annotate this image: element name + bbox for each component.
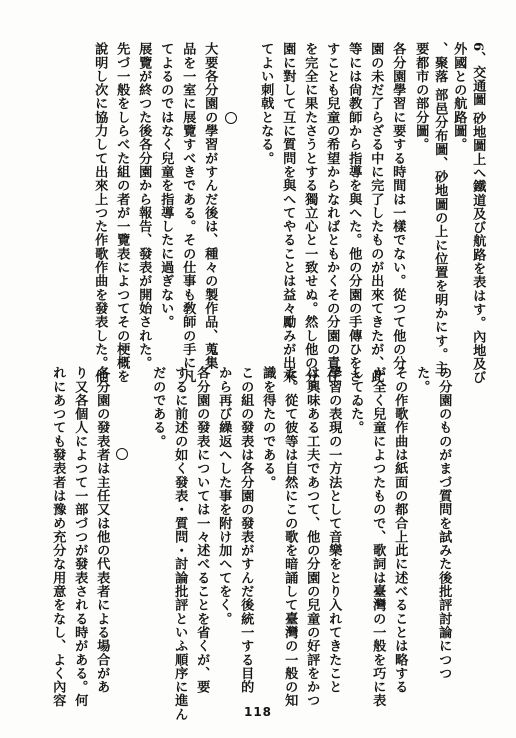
text-column: 先づ一般をしらべた組の者が一覽表によつてその梗概を	[114, 42, 130, 384]
section-circle-mark	[116, 448, 128, 460]
text-column: 園の未だ了らざる中に完了したものが出來てきたが、此	[368, 42, 384, 384]
text-column: は興味ある工夫であつて、他の分園の兒童の好評をかつ	[304, 366, 320, 708]
text-column: すことも兒童の希望からなればともかくその分園の責任	[324, 42, 340, 384]
text-column: 展覽が終つた後各分園から報告、發表が開始された。	[136, 42, 152, 370]
text-column: の分園のものがまづ質問を試みた後批評討論につつ	[436, 366, 452, 680]
text-column: 外國との航路圖。	[451, 42, 467, 152]
text-column: た。從て彼等は自然にこの歌を暗誦して臺灣の一般の知	[282, 366, 298, 708]
text-column: れにあつても發表者は豫め充分な用意をなし、よく內容	[50, 366, 66, 708]
text-column: 各分園の發表については一々述べることを省くが、要	[194, 366, 210, 694]
section-circle-mark	[225, 112, 237, 124]
text-column: するに前述の如く發表・質問・討論批評といふ順序に進ん	[172, 366, 188, 721]
text-column: てよるのではなく兒童を指導したに過ぎない。	[158, 42, 174, 329]
text-column: 、聚落 部邑分布圖、砂地圖の上に位置を明かにす。主	[432, 42, 448, 375]
text-column: り又各個人によつて一部づつが發表される時がある。何	[72, 366, 88, 708]
text-column: この組の發表は各分園の發表がすんだ後統一する目的	[238, 366, 254, 694]
text-column: 說明し次に協力して出來上つた作歌作曲を發表した。他	[92, 42, 108, 384]
text-column: 等には尙教師から指導を與へた。他の分園の手傳ひをさ	[346, 42, 362, 384]
text-column: た。	[414, 366, 430, 394]
text-column: 識を得たのである。	[260, 366, 276, 489]
text-column: 園に對して互に質問を與へてやることは益々勵みが出來	[280, 42, 296, 384]
page-number: 118	[243, 705, 273, 719]
text-column: を完全に果たさうとする獨立心と一致せぬ。然し他の分	[302, 42, 318, 384]
text-column: 學習の表現の一方法として音樂をとり入れてきたこと	[326, 366, 342, 694]
text-column: から再び繰返へした事を附け加へてをく。	[216, 366, 232, 626]
text-column: 6、交通圖 砂地圖上へ鐵道及び航路を表はす。內地及び	[470, 42, 486, 385]
text-column: だのである。	[150, 366, 166, 448]
text-column: が全く兒童によつたもので、歌詞は臺灣の一般を巧に表	[370, 366, 386, 708]
text-column: 品を一室に展覽すべきである。その仕事も敎師の手に凡	[180, 42, 196, 384]
text-column: てよい刺戟となる。	[258, 42, 274, 165]
text-column: その作歌作曲は紙面の都合上此に述べることは略する	[392, 366, 408, 694]
text-column: 各分園學習に要する時間は一樣でない。從つて他の分	[390, 42, 406, 370]
text-column: 各分園の發表者は主任又は他の代表者による場合があ	[94, 366, 110, 694]
text-column: 大要各分園の學習がすんだ後は、種々の製作品、蒐集	[202, 42, 218, 370]
text-column: してゐた。	[348, 366, 364, 435]
text-column: 要都市の部分圖。	[413, 42, 429, 152]
